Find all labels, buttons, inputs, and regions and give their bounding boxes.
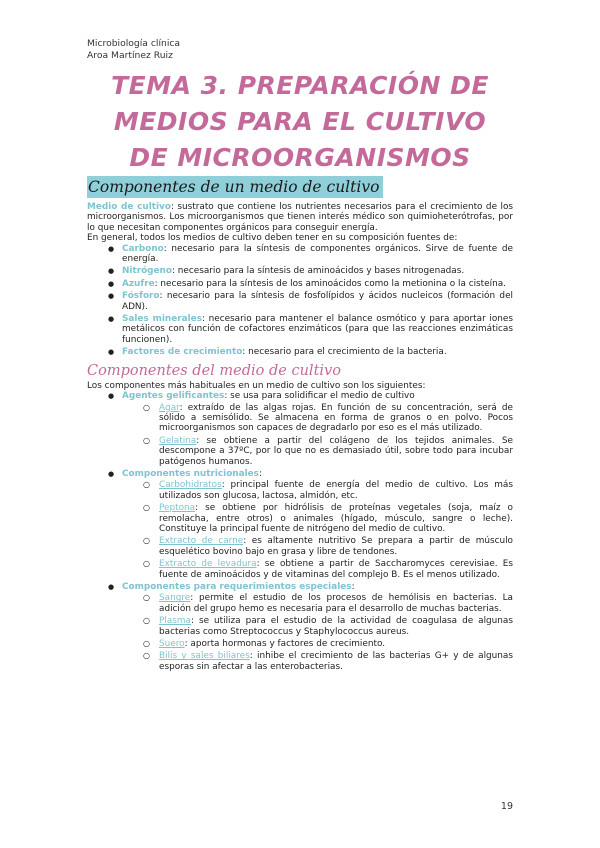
subitem-text: : se obtiene por hidrólisis de proteínas vegetales (soja, maíz o remolacha, entre otros) o animales (hígado, músculo, sangre o leche). Constituye la principal fuente de nitrógeno del medio de cultivo. <box>159 503 513 534</box>
sublist-item <box>87 536 513 557</box>
subitem-text: : se utiliza para el estudio de la actividad de coagulasa de algunas bacterias como Streptococcus y Staphylococcus aureus. <box>159 616 513 637</box>
item-text: : necesario para la síntesis de los aminoácidos como la metionina o la cisteína. <box>154 278 506 289</box>
group-term: Componentes para requerimientos especiales <box>122 582 352 592</box>
subitem-text: : se obtiene a partir del colágeno de los tejidos animales. Se descompone a 37ºC, por lo que no es demasiado útil, sobre todo para incubar patógenos humanos. <box>159 435 513 467</box>
item-text: : necesario para el crecimiento de la bacteria. <box>242 347 447 358</box>
subitem-term: Agar <box>159 402 180 413</box>
sublist-item <box>87 436 513 467</box>
intro-paragraph: En general, todos los medios de cultivo deben tener en su composición fuentes de: <box>87 233 458 244</box>
components-list <box>87 391 513 672</box>
sublist-item <box>87 480 513 501</box>
item-term: Carbono <box>122 243 164 254</box>
item-term: Azufre <box>122 278 155 289</box>
page-title: TEMA 3. PREPARACIÓN DE MEDIOS PARA EL CULTIVO DE MICROORGANISMOS <box>111 71 489 172</box>
sublist <box>122 593 513 672</box>
subitem-term: Sangre <box>159 593 191 604</box>
subitem-text: : es altamente nutritivo Se prepara a partir de músculo esquelético bovino bajo en grasa y libre de tendones. <box>159 536 513 557</box>
definition-term: Medio de cultivo <box>87 202 171 212</box>
intro-paragraph-2: Los componentes más habituales en un medio de cultivo son los siguientes: <box>87 380 426 391</box>
list-item-special-requirements <box>87 582 513 672</box>
subitem-term: Bilis y sales biliares <box>159 651 250 662</box>
sublist-item <box>87 559 513 580</box>
group-text: : <box>351 582 355 592</box>
subitem-term: Extracto de carne <box>159 536 244 547</box>
course-name: Microbiología clínica <box>87 38 181 49</box>
item-text: : necesario para la síntesis de componentes orgánicos. Sirve de fuente de energía. <box>122 243 513 265</box>
sublist-item <box>87 651 513 672</box>
subitem-text: : principal fuente de energía del medio de cultivo. Los más utilizados son glucosa, lactosa, almidón, etc. <box>159 480 513 501</box>
sublist-item <box>87 403 513 434</box>
section-heading-components: Componentes de un medio de cultivo <box>87 176 383 198</box>
sources-list <box>87 244 513 358</box>
item-term: Factores de crecimiento <box>122 347 243 358</box>
item-text: : necesario para la síntesis de aminoácidos y bases nitrogenadas. <box>171 266 465 277</box>
list-item <box>87 266 513 276</box>
sublist-item <box>87 593 513 614</box>
definition-text: : sustrato que contiene los nutrientes necesarios para el crecimiento de los microorganismos. Los microorganismos que tienen interés médico son quimioheterótrofas, por lo que necesitan componentes orgánicos para conseguir energía. <box>87 202 513 233</box>
sublist <box>122 480 513 580</box>
group-term: Componentes nutricionales <box>122 468 259 479</box>
main-content <box>87 176 513 674</box>
subitem-text: : permite el estudio de los procesos de hemólisis en bacterias. La adición del grupo hemo es necesaria para el desarrollo de muchas bacterias. <box>159 593 513 614</box>
list-item <box>87 244 513 265</box>
page-number: 19 <box>500 801 513 812</box>
sublist-item <box>87 639 513 649</box>
list-item <box>87 347 513 357</box>
item-term: Fósforo <box>122 291 160 302</box>
author-name: Aroa Martínez Ruiz <box>87 49 173 61</box>
subitem-term: Plasma <box>159 616 191 627</box>
item-text: : necesario para mantener el balance osmótico y para aportar iones metálicos con función de cofactores enzimáticos (para que las reacciones enzimáticas funcionen). <box>122 314 513 345</box>
list-item-nutritional <box>87 469 513 580</box>
sublist-item <box>87 503 513 534</box>
subitem-text: : se obtiene a partir de Saccharomyces cerevisiae. Es fuente de aminoácidos y de vitaminas del complejo B. Es el menos utilizado. <box>159 559 513 580</box>
group-text: : se usa para solidificar el medio de cultivo <box>224 391 415 402</box>
item-term: Nitrógeno <box>122 266 172 277</box>
section-heading-medium-components: Componentes del medio de cultivo <box>87 362 341 379</box>
subitem-term: Carbohidratos <box>159 480 222 491</box>
subitem-term: Gelatina <box>159 435 197 446</box>
subitem-term: Extracto de levadura <box>159 559 257 570</box>
item-text: : necesario para la síntesis de fosfolípidos y ácidos nucleicos (formación del ADN). <box>122 291 513 312</box>
subitem-text: : aporta hormonas y factores de crecimiento. <box>184 639 386 650</box>
item-term: Sales minerales <box>122 314 202 325</box>
sublist <box>122 403 513 467</box>
list-item <box>87 279 513 289</box>
list-item <box>87 314 513 345</box>
subitem-term: Peptona <box>159 503 196 514</box>
group-term: Agentes gelificantes <box>122 391 225 402</box>
group-text: : <box>258 468 262 479</box>
subitem-text: : extraído de las algas rojas. En función de su concentración, será de sólido a semisólido. Se almacena en forma de granos o en polvo. Pocos microorganismos son capaces de degradarlo por eso es el más utilizado. <box>159 402 513 434</box>
document-header <box>87 38 180 61</box>
list-item <box>87 291 513 312</box>
list-item-gelling-agents <box>87 391 513 467</box>
subitem-text: : inhibe el crecimiento de las bacterias G+ y de algunas esporas sin afectar a las enterobacterias. <box>159 651 513 672</box>
sublist-item <box>87 616 513 637</box>
definition-paragraph <box>87 202 513 233</box>
subitem-term: Suero <box>159 639 185 650</box>
